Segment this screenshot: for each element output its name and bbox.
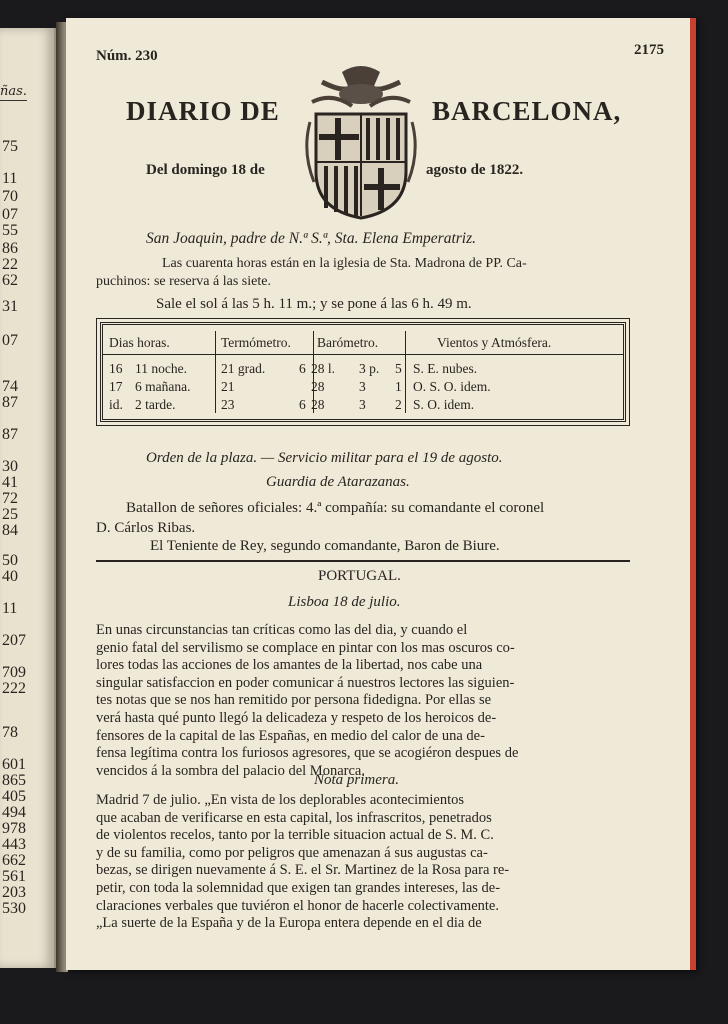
article-line: En unas circunstancias tan críticas como las del dia, y cuando el <box>96 622 468 638</box>
sunrise-sunset: Sale el sol á las 5 h. 11 m.; y se pone á las 6 h. 49 m. <box>156 296 472 312</box>
cell-baro-l: 28 l. <box>311 361 336 376</box>
previous-page-number: 72 <box>2 490 18 507</box>
cell-thermo-min: 6 <box>299 397 306 412</box>
article-line: claraciones verbales que tuviéron el honor de hacerle colectivamente. <box>96 897 499 914</box>
cell-baro-p: 3 <box>359 397 366 412</box>
previous-page-number: 865 <box>2 772 26 789</box>
previous-page-strip <box>0 28 56 968</box>
previous-page-number: 74 <box>2 378 18 395</box>
cell-wind: S. O. idem. <box>413 397 475 412</box>
previous-page-number: 87 <box>2 426 18 443</box>
nota-heading: Nota primera. <box>314 772 400 788</box>
cell-wind: S. E. nubes. <box>413 361 478 376</box>
cell-wind: O. S. O. idem. <box>413 379 491 394</box>
previous-page-number: 561 <box>2 868 26 885</box>
previous-page-number: 84 <box>2 522 18 539</box>
previous-page-number: 86 <box>2 240 18 257</box>
previous-page-number: 78 <box>2 724 18 741</box>
weather-table-header <box>103 333 623 355</box>
previous-page-number: 50 <box>2 552 18 569</box>
previous-page-number: 530 <box>2 900 26 917</box>
weather-row <box>103 359 623 378</box>
saints-of-day: San Joaquin, padre de N.ª S.ª, Sta. Elena Emperatriz. <box>146 230 477 247</box>
date-line-left: Del domingo 18 de <box>146 162 265 178</box>
previous-page-number: 25 <box>2 506 18 523</box>
previous-page-number: 41 <box>2 474 18 491</box>
header-dias-horas: Dias horas. <box>109 335 170 350</box>
teniente-line: El Teniente de Rey, segundo comandante, Baron de Biure. <box>150 538 500 554</box>
article-line: Madrid 7 de julio. „En vista de los deplorables acontecimientos <box>96 792 465 808</box>
article-line: verá hasta qué punto llegó la delicadeza y respeto de los heroicos de- <box>96 710 497 726</box>
article-line: que acaban de verificarse en esta capital, los infrascritos, penetrados <box>96 809 492 826</box>
previous-page-header: ñas. <box>0 84 27 99</box>
previous-page-number: 07 <box>2 332 18 349</box>
newspaper-page <box>66 18 696 970</box>
previous-page-number: 11 <box>2 600 18 617</box>
cell-hour: 11 noche. <box>135 361 187 376</box>
previous-page-number: 31 <box>2 298 18 315</box>
previous-page-number: 62 <box>2 272 18 289</box>
previous-page-number: 203 <box>2 884 26 901</box>
cell-baro-x: 1 <box>395 379 402 394</box>
previous-page-number: 709 <box>2 664 26 681</box>
cell-baro-p: 3 <box>359 379 366 394</box>
article-line: singular satisfaccion en poder comunicar á nuestros lectores las siguien- <box>96 674 515 691</box>
cell-baro-l: 28 <box>311 397 325 412</box>
previous-page-number: 443 <box>2 836 26 853</box>
previous-page-number: 70 <box>2 188 18 205</box>
previous-page-number: 222 <box>2 680 26 697</box>
article-line: de violentos recelos, tanto por la terrible situacion actual de S. M. C. <box>96 827 494 844</box>
previous-page-number: 22 <box>2 256 18 273</box>
cell-baro-x: 2 <box>395 397 402 412</box>
article-line: lores todas las acciones de los amantes de la libertad, nos cabe una <box>96 657 483 674</box>
coat-of-arms-icon <box>302 62 420 222</box>
previous-page-number: 978 <box>2 820 26 837</box>
cell-baro-l: 28 <box>311 379 325 394</box>
cell-thermo: 23 <box>221 397 235 412</box>
issue-number: Núm. 230 <box>96 48 158 64</box>
previous-page-number: 30 <box>2 458 18 475</box>
batallon-line-1: Batallon de señores oficiales: 4.ª compañía: su comandante el coronel <box>126 500 545 516</box>
cell-thermo-min: 6 <box>299 361 306 376</box>
previous-page-number: 662 <box>2 852 26 869</box>
masthead-title-left: DIARIO DE <box>126 96 280 126</box>
article-line: fensa legítima contra los furiosos agresores, que se acogiéron despues de <box>96 745 519 762</box>
cell-day: 17 <box>109 379 123 394</box>
weather-table <box>100 322 626 422</box>
cell-baro-p: 3 p. <box>359 361 380 376</box>
cell-day: id. <box>109 397 123 412</box>
header-termometro: Termómetro. <box>221 335 291 350</box>
article-line: tes notas que se nos han remitido por persona fidedigna. Por ellas se <box>96 692 492 709</box>
article-line: „La suerte de la España y de la Europa entera depende en el dia de <box>96 915 482 932</box>
header-vientos: Vientos y Atmósfera. <box>437 335 552 350</box>
forty-hours-line-1: Las cuarenta horas están en la iglesia de Sta. Madrona de PP. Ca- <box>162 256 527 271</box>
orden-heading: Orden de la plaza. — Servicio militar para el 19 de agosto. <box>146 450 503 466</box>
weather-row <box>103 377 623 396</box>
previous-page-number: 11 <box>2 170 18 187</box>
previous-page-number: 207 <box>2 632 26 649</box>
cell-hour: 6 mañana. <box>135 379 191 394</box>
previous-page-number: 55 <box>2 222 18 239</box>
cell-day: 16 <box>109 361 123 376</box>
masthead-title-right: BARCELONA, <box>432 96 622 126</box>
article-line: fensores de la capital de las Españas, en medio del calor de una de- <box>96 727 485 744</box>
previous-page-number: 494 <box>2 804 26 821</box>
article-line: vencidos á la sombra del palacio del Monarca. <box>96 762 365 779</box>
weather-row <box>103 395 623 414</box>
page-number: 2175 <box>634 42 664 58</box>
previous-page-number: 405 <box>2 788 26 805</box>
cell-thermo: 21 grad. <box>221 361 266 376</box>
cell-hour: 2 tarde. <box>135 397 176 412</box>
header-barometro: Barómetro. <box>317 335 379 350</box>
dateline: Lisboa 18 de julio. <box>288 594 401 610</box>
previous-page-number: 40 <box>2 568 18 585</box>
article-line: genio fatal del servilismo se complace en pintar con los mas oscuros co- <box>96 639 515 656</box>
guardia-heading: Guardia de Atarazanas. <box>266 474 410 490</box>
article-line: bezas, se dirigen nuevamente á S. E. el Sr. Martinez de la Rosa para re- <box>96 862 510 879</box>
previous-page-number: 75 <box>2 138 18 155</box>
section-heading: PORTUGAL. <box>318 568 401 584</box>
cell-baro-x: 5 <box>395 361 402 376</box>
section-divider <box>96 560 630 562</box>
forty-hours-line-2: puchinos: se reserva á las siete. <box>96 274 271 289</box>
article-line: y de su familia, como por peligros que amenazan á sus augustas ca- <box>96 844 488 861</box>
cell-thermo: 21 <box>221 379 235 394</box>
article-line: petir, con toda la solemnidad que exigen tan grandes intereses, las de- <box>96 880 501 896</box>
previous-page-number: 07 <box>2 206 18 223</box>
batallon-line-2: D. Cárlos Ribas. <box>96 520 196 536</box>
date-line-right: agosto de 1822. <box>426 162 524 178</box>
previous-page-number: 601 <box>2 756 26 773</box>
previous-page-number: 87 <box>2 394 18 411</box>
